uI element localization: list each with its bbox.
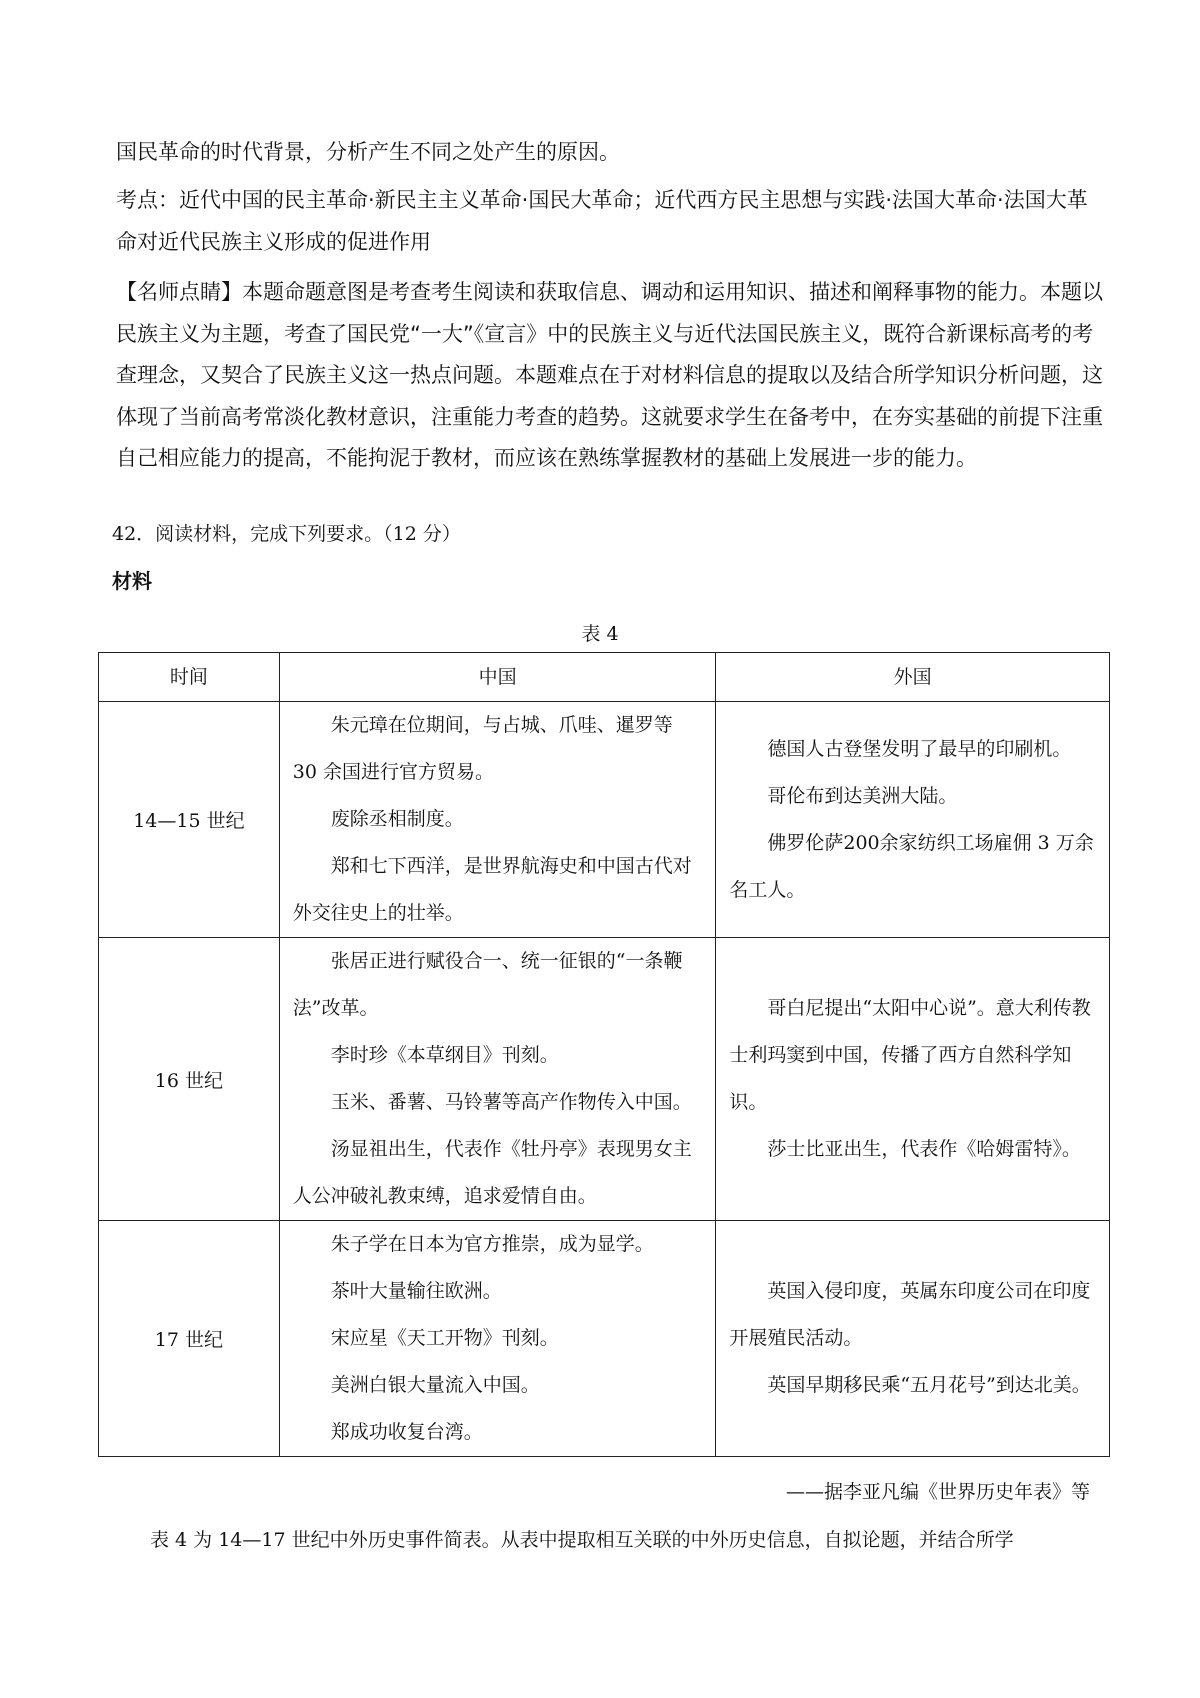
china-event: 张居正进行赋役合一、统一征银的“一条鞭法”改革。 [292, 950, 683, 1019]
time-cell: 17 世纪 [99, 1221, 280, 1457]
history-events-table [98, 652, 1110, 1457]
question-42-title: 42．阅读材料，完成下列要求。（12 分） [112, 523, 461, 545]
time-cell: 16 世纪 [99, 938, 280, 1221]
table-row [99, 1221, 1110, 1457]
china-event: 郑和七下西洋，是世界航海史和中国古代对外交往史上的壮举。 [292, 855, 692, 924]
question-prompt: 表 4 为 14—17 世纪中外历史事件简表。从表中提取相互关联的中外历史信息，自拟论题，并结合所学 [150, 1529, 1014, 1551]
header-foreign: 外国 [716, 653, 1110, 702]
foreign-event: 莎士比亚出生，代表作《哈姆雷特》。 [767, 1138, 1081, 1160]
china-cell [279, 1221, 716, 1457]
material-label: 材料 [112, 569, 152, 593]
china-event: 玉米、番薯、马铃薯等高产作物传入中国。 [330, 1091, 692, 1113]
foreign-event: 英国入侵印度，英属东印度公司在印度开展殖民活动。 [729, 1280, 1091, 1349]
foreign-event: 英国早期移民乘“五月花号”到达北美。 [767, 1374, 1091, 1396]
teacher-comment-paragraph: 【名师点睛】本题命题意图是考查考生阅读和获取信息、调动和运用知识、描述和阐释事物的能力。本题以民族主义为主题，考查了国民党“一大”《宣言》中的民族主义与近代法国民族主义，既符合新课标高考的考查理念，又契合了民族主义这一热点问题。本题难点在于对材料信息的提取以及结合所学知识分析问题，这体现了当前高考常淡化教材意识，注重能力考查的趋势。这就要求学生在备考中，在夯实基础的前提下注重自己相应能力的提高，不能拘泥于教材，而应该在熟练掌握教材的基础上发展进一步的能力。 [116, 280, 1103, 470]
china-event: 废除丞相制度。 [330, 808, 464, 830]
china-event: 郑成功收复台湾。 [330, 1421, 483, 1443]
analysis-paragraph: 国民革命的时代背景，分析产生不同之处产生的原因。 [116, 140, 620, 164]
china-event: 宋应星《天工开物》刊刻。 [330, 1327, 559, 1349]
foreign-event: 佛罗伦萨200余家纺织工场雇佣 3 万余名工人。 [729, 831, 1094, 901]
header-china: 中国 [279, 653, 716, 702]
header-time: 时间 [99, 653, 280, 702]
foreign-event: 哥伦布到达美洲大陆。 [767, 784, 958, 807]
china-cell [279, 938, 716, 1221]
table-row [99, 702, 1110, 938]
china-event: 茶叶大量输往欧洲。 [330, 1280, 502, 1302]
table-caption: 表 4 [581, 623, 619, 645]
china-event: 朱元璋在位期间，与占城、爪哇、暹罗等 30 余国进行官方贸易。 [292, 714, 673, 783]
foreign-event: 哥白尼提出“太阳中心说”。意大利传教士利玛窦到中国，传播了西方自然科学知识。 [729, 997, 1091, 1113]
china-event: 汤显祖出生，代表作《牡丹亭》表现男女主人公冲破礼教束缚，追求爱情自由。 [292, 1138, 692, 1207]
china-event: 朱子学在日本为官方推崇，成为显学。 [330, 1233, 654, 1255]
table-source: ——据李亚凡编《世界历史年表》等 [785, 1481, 1090, 1503]
foreign-cell [716, 702, 1110, 938]
foreign-cell [716, 1221, 1110, 1457]
china-cell [279, 702, 716, 938]
china-event: 李时珍《本草纲目》刊刻。 [330, 1044, 559, 1066]
kaodian-paragraph: 考点：近代中国的民主革命·新民主主义革命·国民大革命；近代西方民主思想与实践·法国大革命·法国大革命对近代民族主义形成的促进作用 [116, 188, 1088, 254]
china-event: 美洲白银大量流入中国。 [330, 1374, 540, 1396]
time-cell: 14—15 世纪 [99, 702, 280, 938]
table-row [99, 938, 1110, 1221]
table-header-row [99, 653, 1110, 702]
foreign-event: 德国人古登堡发明了最早的印刷机。 [767, 737, 1072, 760]
foreign-cell [716, 938, 1110, 1221]
